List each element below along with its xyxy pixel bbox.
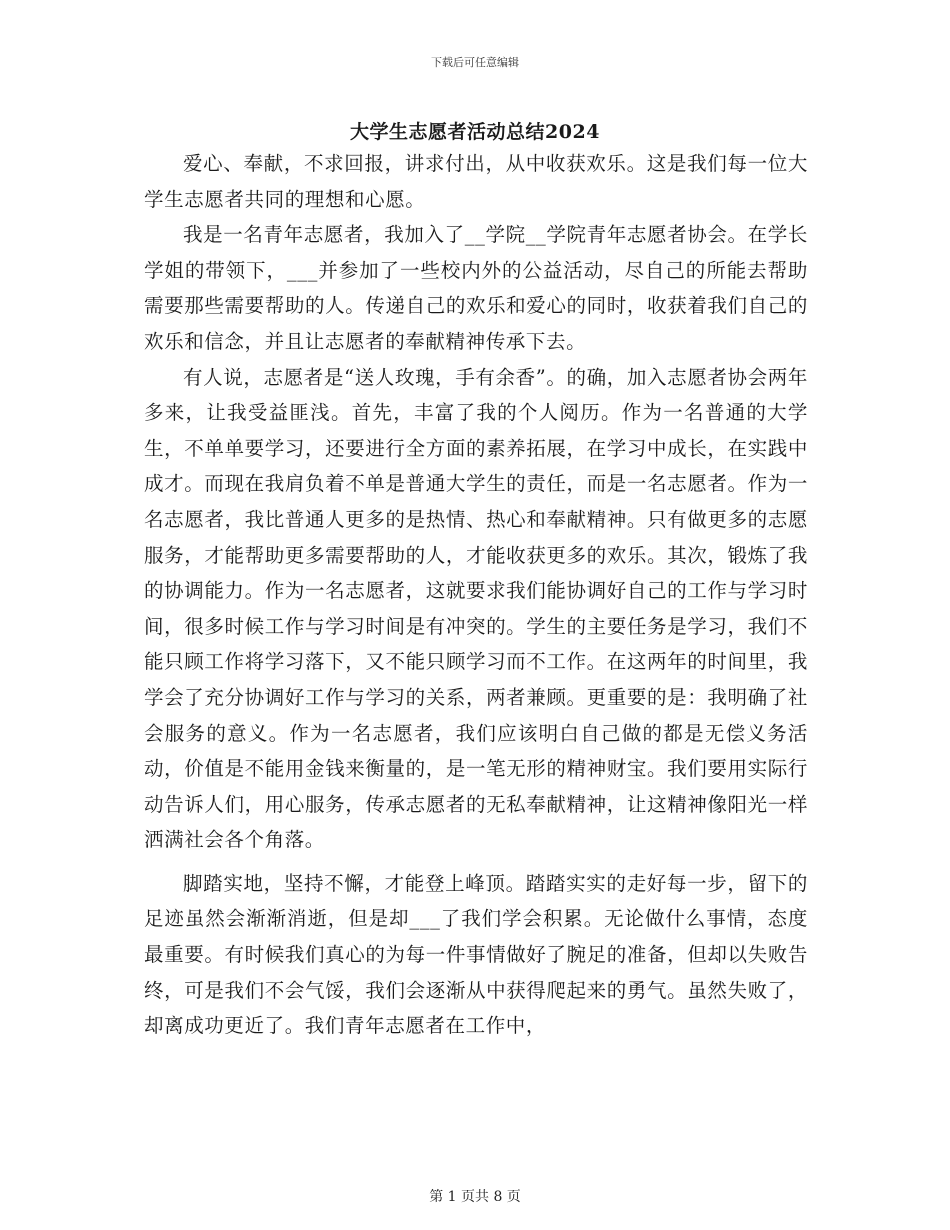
document-title: 大学生志愿者活动总结2024	[350, 121, 600, 143]
page-footer: 第 1 页共 8 页	[429, 1189, 521, 1205]
document-body	[144, 146, 808, 1044]
header-note: 下载后可任意编辑	[431, 56, 519, 69]
paragraph: 爱心、奉献，不求回报，讲求付出，从中收获欢乐。这是我们每一位大学生志愿者共同的理想和心愿。	[144, 152, 808, 211]
paragraph: 我是一名青年志愿者，我加入了__学院__学院青年志愿者协会。在学长学姐的带领下，___并参加了一些校内外的公益活动，尽自己的所能去帮助需要那些需要帮助的人。传递自己的欢乐和爱心的同时，收获着我们自己的欢乐和信念，并且让志愿者的奉献精神传承下去。	[144, 223, 808, 353]
paragraph: 脚踏实地，坚持不懈，才能登上峰顶。踏踏实实的走好每一步，留下的足迹虽然会渐渐消逝，但是却___了我们学会积累。无论做什么事情，态度最重要。有时候我们真心的为每一件事情做好了腕足的准备，但却以失败告终，可是我们不会气馁，我们会逐渐从中获得爬起来的勇气。虽然失败了，却离成功更近了。我们青年志愿者在工作中，	[144, 871, 808, 1038]
paragraph: 有人说，志愿者是“送人玫瑰，手有余香”。的确，加入志愿者协会两年多来，让我受益匪浅。首先，丰富了我的个人阅历。作为一名普通的大学生，不单单要学习，还要进行全方面的素养拓展，在学习中成长，在实践中成才。而现在我肩负着不单是普通大学生的责任，而是一名志愿者。作为一名志愿者，我比普通人更多的是热情、热心和奉献精神。只有做更多的志愿服务，才能帮助更多需要帮助的人，才能收获更多的欢乐。其次，锻炼了我的协调能力。作为一名志愿者，这就要求我们能协调好自己的工作与学习时间，很多时候工作与学习时间是有冲突的。学生的主要任务是学习，我们不能只顾工作将学习落下，又不能只顾学习而不工作。在这两年的时间里，我学会了充分协调好工作与学习的关系，两者兼顾。更重要的是：我明确了社会服务的意义。作为一名志愿者，我们应该明白自己做的都是无偿义务活动，价值是不能用金钱来衡量的，是一笔无形的精神财宝。我们要用实际行动告诉人们，用心服务，传承志愿者的无私奉献精神，让这精神像阳光一样洒满社会各个角落。	[144, 365, 808, 852]
